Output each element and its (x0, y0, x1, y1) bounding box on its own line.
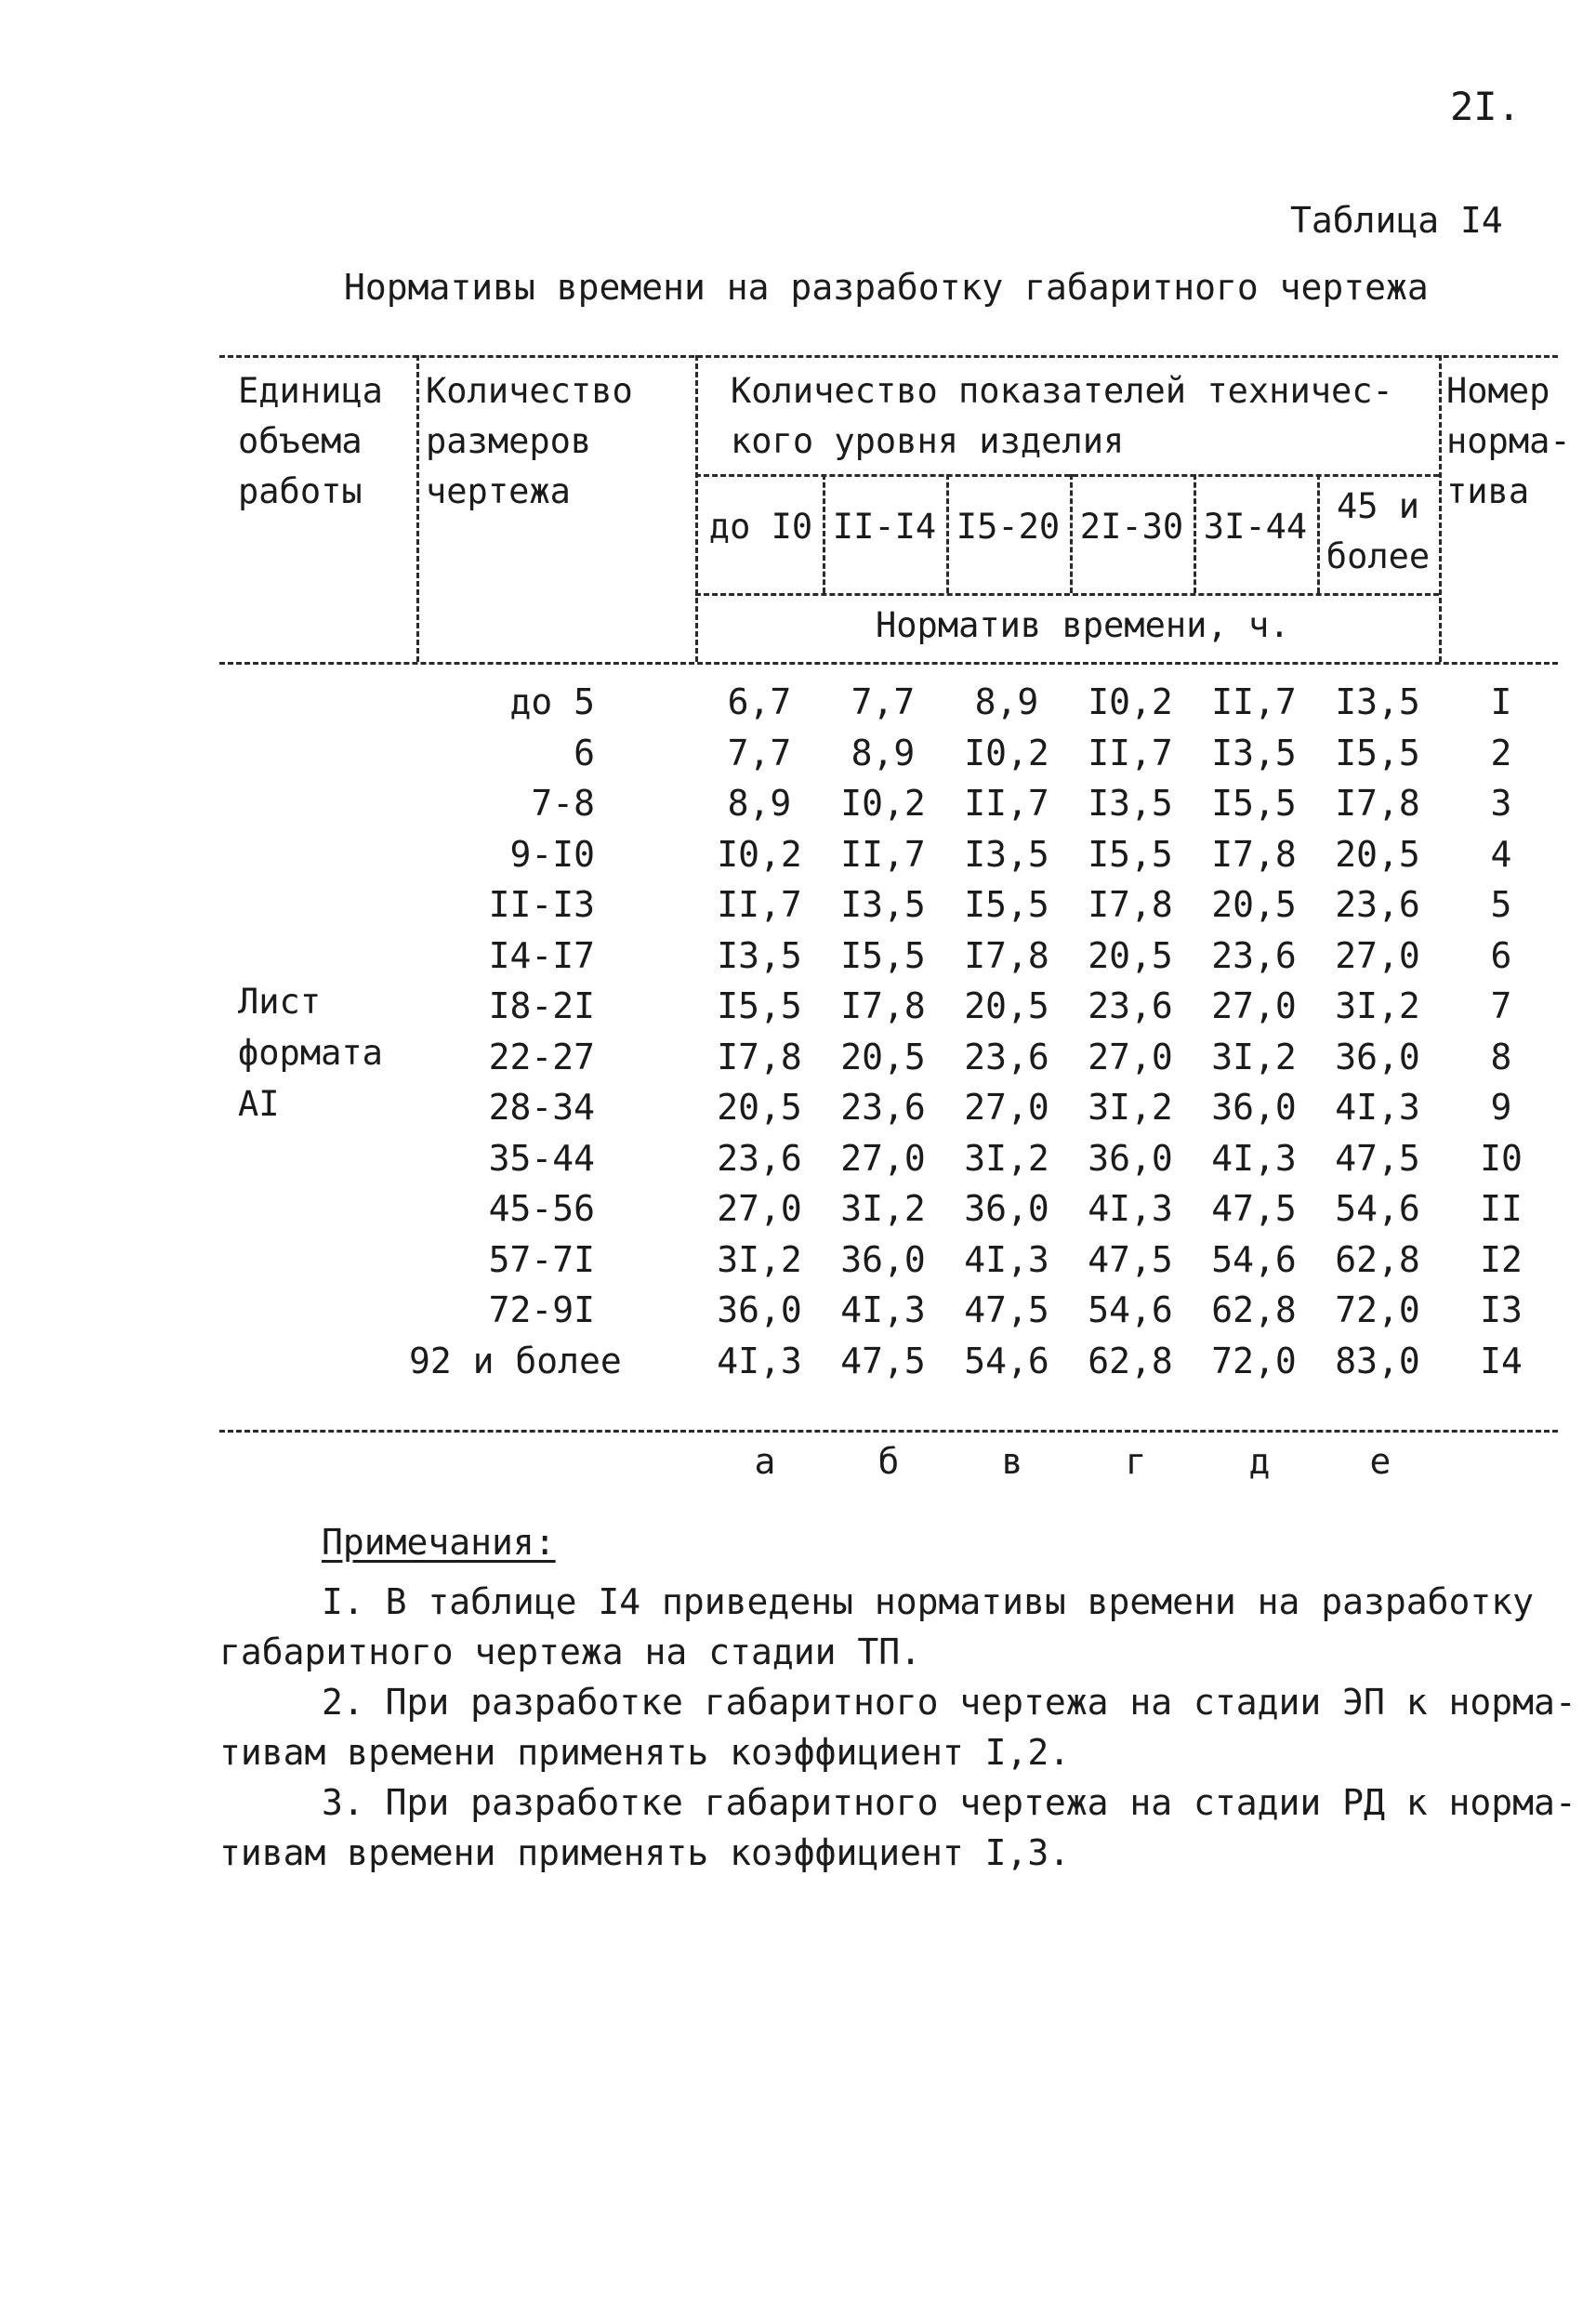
time-norm-cell: 20,5 (964, 985, 1049, 1026)
header-indicators-line-2: кого уровня изделия (731, 421, 1125, 461)
norm-number-cell: II (1480, 1188, 1523, 1229)
time-norm-cell: 4I,3 (1088, 1188, 1173, 1229)
page-number: 2I. (1450, 84, 1521, 129)
drawing-size-cell: 92 и более (409, 1340, 622, 1381)
col-divider-3 (1439, 355, 1442, 662)
table-row (0, 1032, 1596, 1083)
time-norm-cell: I0,2 (1088, 681, 1173, 722)
time-norm-cell: 3I,2 (840, 1188, 926, 1229)
column-letter-d: д (1248, 1441, 1271, 1482)
time-norm-cell: II,7 (717, 884, 802, 925)
time-norm-cell: 23,6 (717, 1137, 802, 1179)
time-norm-cell: 27,0 (840, 1137, 926, 1179)
indicator-subheader-border (695, 474, 1439, 477)
time-norm-cell: 23,6 (964, 1036, 1049, 1077)
time-norm-cell: 62,8 (1211, 1289, 1297, 1330)
time-norm-cell: 6,7 (727, 681, 792, 722)
time-norm-cell: I5,5 (1088, 833, 1173, 875)
range-header-6-line-1: 45 и (1336, 486, 1420, 526)
range-header-2: II-I4 (832, 507, 937, 547)
time-norm-cell: 72,0 (1335, 1289, 1420, 1330)
unit-of-work-line-3: AI (238, 1084, 280, 1124)
time-norm-cell: 36,0 (1088, 1137, 1173, 1179)
time-norm-cell: I3,5 (1335, 681, 1420, 722)
time-norm-cell: 7,7 (727, 732, 792, 773)
norm-number-cell: I (1490, 681, 1512, 722)
norm-number-cell: 8 (1490, 1036, 1512, 1077)
time-norm-cell: 7,7 (851, 681, 916, 722)
drawing-size-cell: 57-7I (488, 1238, 595, 1280)
header-number-line-3: тива (1446, 471, 1530, 511)
time-norm-cell: 47,5 (1088, 1238, 1173, 1280)
col-divider-2 (695, 355, 698, 662)
time-norm-cell: 3I,2 (1335, 985, 1420, 1026)
header-number-line-2: норма- (1446, 421, 1571, 461)
time-norm-cell: 23,6 (1335, 884, 1420, 925)
unit-of-work-line-2: формата (238, 1033, 383, 1073)
table-row (0, 1336, 1596, 1387)
time-norm-cell: 54,6 (1211, 1238, 1297, 1280)
time-norm-cell: 4I,3 (964, 1238, 1049, 1280)
col-divider-1 (416, 355, 419, 662)
table-row (0, 879, 1596, 931)
time-norm-cell: I7,8 (964, 934, 1049, 976)
time-norm-cell: 54,6 (964, 1340, 1049, 1381)
time-norm-cell: 8,9 (974, 681, 1039, 722)
time-norm-cell: 47,5 (840, 1340, 926, 1381)
time-norm-cell: 3I,2 (717, 1238, 802, 1280)
header-unit-line-2: объема (238, 421, 363, 461)
time-norm-cell: 4I,3 (840, 1289, 926, 1330)
note-3-line-1: 3. При разработке габаритного чертежа на стадии РД к норма- (322, 1782, 1576, 1823)
header-unit-line-3: работы (238, 471, 363, 511)
time-norm-cell: 54,6 (1088, 1289, 1173, 1330)
time-norm-cell: 83,0 (1335, 1340, 1420, 1381)
time-norm-cell: 27,0 (717, 1188, 802, 1229)
note-2-line-1: 2. При разработке габаритного чертежа на стадии ЭП к норма- (322, 1682, 1576, 1723)
column-letter-g: г (1125, 1441, 1147, 1482)
time-norm-cell: I7,8 (1211, 833, 1297, 875)
time-norm-cell: 62,8 (1088, 1340, 1173, 1381)
time-norm-cell: 27,0 (1088, 1036, 1173, 1077)
norm-number-cell: 9 (1490, 1087, 1512, 1128)
time-norm-cell: 8,9 (851, 732, 916, 773)
table-row (0, 829, 1596, 880)
time-norm-cell: I5,5 (964, 884, 1049, 925)
range-header-5: 3I-44 (1203, 507, 1308, 547)
drawing-size-cell: 35-44 (488, 1137, 595, 1179)
time-norm-cell: 20,5 (1335, 833, 1420, 875)
time-norm-cell: I3,5 (840, 884, 926, 925)
time-norm-cell: I5,5 (840, 934, 926, 976)
header-bottom-border (219, 662, 1558, 665)
note-3-line-2: тивам времени применять коэффициент I,3. (219, 1832, 1071, 1873)
time-norm-cell: I5,5 (717, 985, 802, 1026)
time-norm-cell: 20,5 (717, 1087, 802, 1128)
drawing-size-cell: 7-8 (531, 783, 595, 824)
time-norm-cell: I5,5 (1211, 783, 1297, 824)
table-row (0, 1133, 1596, 1184)
time-norm-cell: II,7 (1088, 732, 1173, 773)
time-norm-cell: II,7 (1211, 681, 1297, 722)
norm-number-cell: 7 (1490, 985, 1512, 1026)
norm-number-cell: I2 (1480, 1238, 1523, 1280)
time-norm-cell: 3I,2 (1088, 1087, 1173, 1128)
time-norm-cell: I7,8 (717, 1036, 802, 1077)
unit-of-work-line-1: Лист (238, 982, 322, 1022)
time-norm-cell: 20,5 (840, 1036, 926, 1077)
time-norm-cell: I3,5 (1211, 732, 1297, 773)
table-bottom-border (219, 1430, 1558, 1433)
time-norm-cell: II,7 (840, 833, 926, 875)
time-norm-cell: 36,0 (717, 1289, 802, 1330)
norm-number-cell: I4 (1480, 1340, 1523, 1381)
table-label: Таблица I4 (1290, 200, 1503, 241)
column-letter-a: а (754, 1441, 776, 1482)
header-size-line-3: чертежа (426, 471, 571, 511)
time-norm-cell: 20,5 (1211, 884, 1297, 925)
time-norm-cell: 23,6 (1088, 985, 1173, 1026)
header-indicators-line-1: Количество показателей техничес- (731, 371, 1393, 411)
drawing-size-cell: 9-I0 (509, 833, 595, 875)
drawing-size-cell: I8-2I (488, 985, 595, 1026)
time-norm-cell: 72,0 (1211, 1340, 1297, 1381)
header-size-line-1: Количество (426, 371, 633, 411)
range-header-1: до I0 (708, 507, 813, 547)
time-norm-cell: 47,5 (1335, 1137, 1420, 1179)
drawing-size-cell: 72-9I (488, 1289, 595, 1330)
time-norm-cell: 47,5 (1211, 1188, 1297, 1229)
time-norm-cell: 20,5 (1088, 934, 1173, 976)
time-norm-cell: I3,5 (1088, 783, 1173, 824)
norm-time-label: Норматив времени, ч. (876, 605, 1290, 645)
column-letter-b: б (877, 1441, 900, 1482)
time-norm-cell: 27,0 (1211, 985, 1297, 1026)
time-norm-cell: I0,2 (717, 833, 802, 875)
norm-number-cell: 4 (1490, 833, 1512, 875)
drawing-size-cell: 28-34 (488, 1087, 595, 1128)
drawing-size-cell: 6 (574, 732, 595, 773)
time-norm-cell: 36,0 (1335, 1036, 1420, 1077)
table-row (0, 1082, 1596, 1133)
table-row (0, 1235, 1596, 1286)
note-1-line-2: габаритного чертежа на стадии ТП. (219, 1632, 921, 1672)
header-number-line-1: Номер (1446, 371, 1550, 411)
drawing-size-cell: 45-56 (488, 1188, 595, 1229)
table-row (0, 1183, 1596, 1235)
note-1-line-1: I. В таблице I4 приведены нормативы времени на разработку (322, 1581, 1535, 1622)
column-letter-e: е (1369, 1441, 1392, 1482)
norm-subheader-border (695, 593, 1439, 596)
range-header-6-line-2: более (1326, 536, 1431, 576)
header-size-line-2: размеров (426, 421, 592, 461)
time-norm-cell: 27,0 (964, 1087, 1049, 1128)
time-norm-cell: 8,9 (727, 783, 792, 824)
time-norm-cell: I7,8 (1088, 884, 1173, 925)
norm-number-cell: I3 (1480, 1289, 1523, 1330)
time-norm-cell: 23,6 (840, 1087, 926, 1128)
time-norm-cell: 62,8 (1335, 1238, 1420, 1280)
range-header-3: I5-20 (956, 507, 1061, 547)
time-norm-cell: 4I,3 (1211, 1137, 1297, 1179)
time-norm-cell: I7,8 (840, 985, 926, 1026)
table-row (0, 981, 1596, 1032)
time-norm-cell: 36,0 (964, 1188, 1049, 1229)
table-title: Нормативы времени на разработку габаритного чертежа (344, 267, 1429, 308)
time-norm-cell: 4I,3 (1335, 1087, 1420, 1128)
time-norm-cell: 3I,2 (1211, 1036, 1297, 1077)
time-norm-cell: I3,5 (964, 833, 1049, 875)
table-row (0, 677, 1596, 728)
time-norm-cell: 23,6 (1211, 934, 1297, 976)
time-norm-cell: 3I,2 (964, 1137, 1049, 1179)
time-norm-cell: I3,5 (717, 934, 802, 976)
table-row (0, 778, 1596, 829)
notes-title: Примечания: (322, 1522, 556, 1563)
header-unit-line-1: Единица (238, 371, 383, 411)
time-norm-cell: I0,2 (964, 732, 1049, 773)
norm-number-cell: 6 (1490, 934, 1512, 976)
norm-number-cell: 3 (1490, 783, 1512, 824)
time-norm-cell: II,7 (964, 783, 1049, 824)
time-norm-cell: I0,2 (840, 783, 926, 824)
time-norm-cell: 36,0 (840, 1238, 926, 1280)
drawing-size-cell: 22-27 (488, 1036, 595, 1077)
time-norm-cell: 47,5 (964, 1289, 1049, 1330)
table-top-border (219, 355, 1558, 358)
time-norm-cell: 36,0 (1211, 1087, 1297, 1128)
range-header-4: 2I-30 (1079, 507, 1184, 547)
drawing-size-cell: II-I3 (488, 884, 595, 925)
table-row (0, 728, 1596, 779)
drawing-size-cell: I4-I7 (488, 934, 595, 976)
time-norm-cell: 54,6 (1335, 1188, 1420, 1229)
time-norm-cell: 4I,3 (717, 1340, 802, 1381)
norm-number-cell: 5 (1490, 884, 1512, 925)
column-letter-v: в (1001, 1441, 1023, 1482)
norm-number-cell: I0 (1480, 1137, 1523, 1179)
note-2-line-2: тивам времени применять коэффициент I,2. (219, 1732, 1071, 1773)
time-norm-cell: 27,0 (1335, 934, 1420, 976)
table-row (0, 931, 1596, 982)
time-norm-cell: I5,5 (1335, 732, 1420, 773)
norm-number-cell: 2 (1490, 732, 1512, 773)
time-norm-cell: I7,8 (1335, 783, 1420, 824)
drawing-size-cell: до 5 (509, 681, 595, 722)
table-row (0, 1285, 1596, 1336)
